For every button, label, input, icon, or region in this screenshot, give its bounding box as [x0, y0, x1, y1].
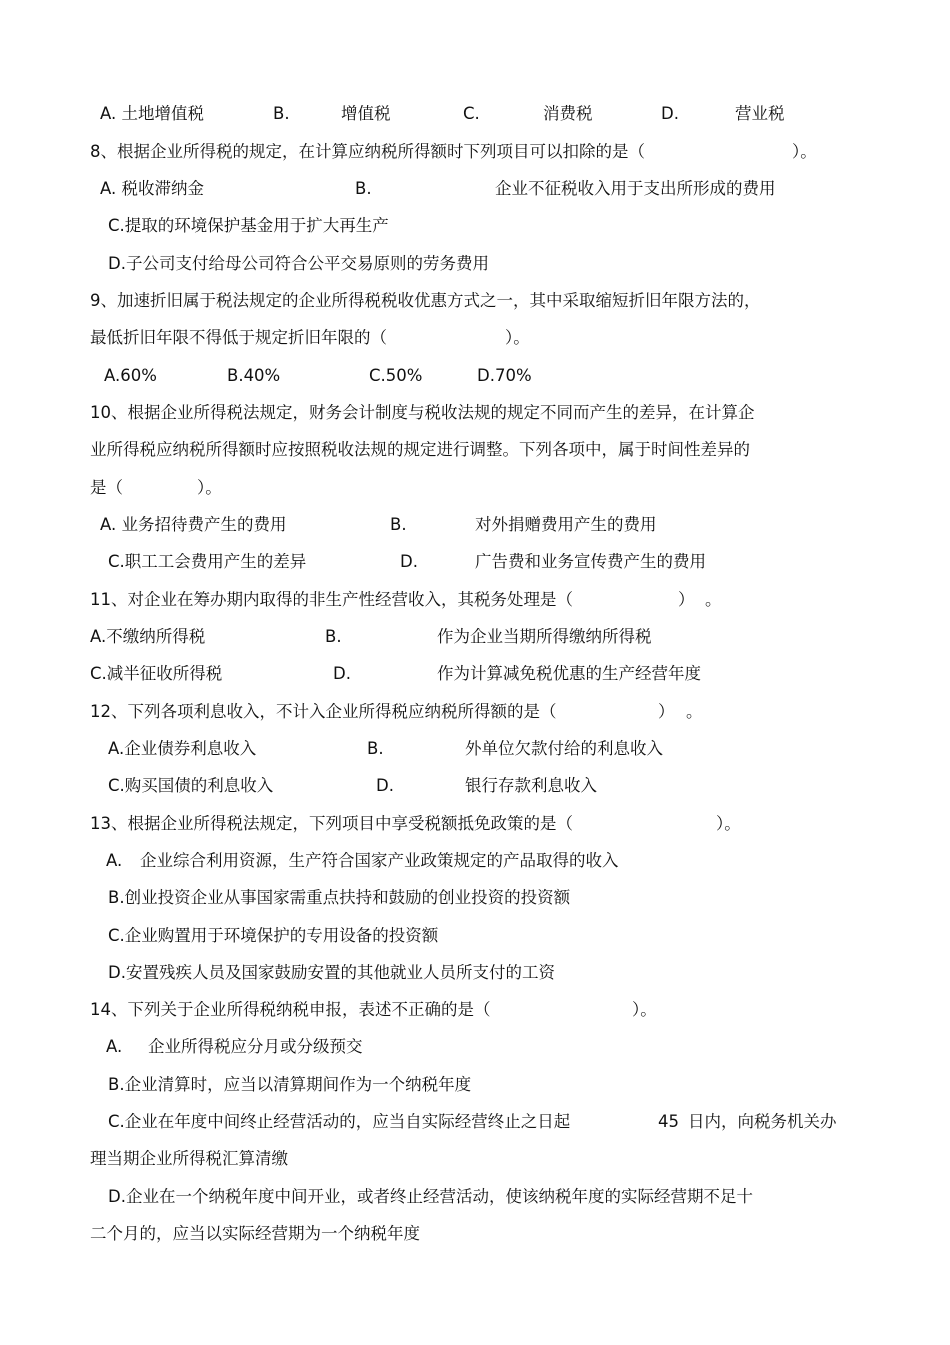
q8-option-a: A. 税收滞纳金: [100, 179, 204, 198]
q7-option-a: A. 土地增值税: [100, 104, 204, 123]
q14-option-c-line2: 理当期企业所得税汇算清缴: [90, 1149, 288, 1168]
q10-stem-line2: 业所得税应纳税所得额时应按照税收法规的规定进行调整。下列各项中，属于时间性差异的: [90, 440, 750, 459]
q10-option-d-text: 广告费和业务宣传费产生的费用: [475, 552, 706, 571]
q14-option-a-label: A.: [106, 1037, 123, 1056]
q9-option-a: A.60%: [104, 366, 157, 385]
q12-period: 。: [686, 702, 703, 721]
q10-option-a: A. 业务招待费产生的费用: [100, 515, 287, 534]
q7-option-c-text: 消费税: [543, 104, 593, 123]
q14-stem: 14、下列关于企业所得税纳税申报，表述不正确的是（: [90, 1000, 491, 1019]
q13-close: ）。: [716, 814, 741, 833]
q11-close: ）: [678, 590, 695, 609]
q12-option-c: C.购买国债的利息收入: [108, 776, 274, 795]
q10-close: ）。: [197, 478, 222, 497]
q7-option-d-text: 营业税: [735, 104, 785, 123]
q11-option-b-text: 作为企业当期所得缴纳所得税: [437, 627, 652, 646]
q10-option-b-label: B.: [390, 515, 407, 534]
q9-option-d: D.70%: [477, 366, 532, 385]
q14-option-c-line1: C.企业在年度中间终止经营活动的，应当自实际经营终止之日起: [108, 1112, 571, 1131]
q13-option-c: C.企业购置用于环境保护的专用设备的投资额: [108, 926, 439, 945]
q11-stem: 11、对企业在筹办期内取得的非生产性经营收入，其税务处理是（: [90, 590, 573, 609]
q8-stem: 8、根据企业所得税的规定，在计算应纳税所得额时下列项目可以扣除的是（: [90, 142, 645, 161]
q11-option-b-label: B.: [325, 627, 342, 646]
q12-stem: 12、下列各项利息收入，不计入企业所得税应纳税所得额的是（: [90, 702, 557, 721]
q12-close: ）: [658, 702, 675, 721]
q10-option-d-label: D.: [400, 552, 418, 571]
q11-option-d-label: D.: [333, 664, 351, 683]
q9-stem-line2: 最低折旧年限不得低于规定折旧年限的（: [90, 328, 387, 347]
q14-option-d-line1: D.企业在一个纳税年度中间开业，或者终止经营活动，使该纳税年度的实际经营期不足十: [108, 1187, 753, 1206]
q7-option-b-label: B.: [273, 104, 290, 123]
q14-option-c-number: 45: [658, 1112, 679, 1131]
q8-close: ）。: [792, 142, 817, 161]
q13-option-a-label: A.: [106, 851, 123, 870]
q8-option-d: D.子公司支付给母公司符合公平交易原则的劳务费用: [108, 254, 489, 273]
q14-option-b: B.企业清算时，应当以清算期间作为一个纳税年度: [108, 1075, 472, 1094]
q10-stem-line3: 是（: [90, 478, 123, 497]
q7-option-c-label: C.: [463, 104, 480, 123]
q11-option-c: C.减半征收所得税: [90, 664, 223, 683]
q8-option-b-text: 企业不征税收入用于支出所形成的费用: [495, 179, 776, 198]
q7-option-d-label: D.: [661, 104, 679, 123]
q12-option-a: A.企业债券利息收入: [108, 739, 257, 758]
q11-option-d-text: 作为计算减免税优惠的生产经营年度: [437, 664, 701, 683]
q10-option-b-text: 对外捐赠费用产生的费用: [475, 515, 657, 534]
q9-close: ）。: [505, 328, 530, 347]
q10-option-c: C.职工工会费用产生的差异: [108, 552, 307, 571]
q8-option-c: C.提取的环境保护基金用于扩大再生产: [108, 216, 389, 235]
q12-option-d-text: 银行存款利息收入: [465, 776, 597, 795]
q13-option-a-text: 企业综合利用资源，生产符合国家产业政策规定的产品取得的收入: [140, 851, 619, 870]
q9-option-c: C.50%: [369, 366, 423, 385]
q11-option-a: A.不缴纳所得税: [90, 627, 206, 646]
q14-option-c-line1-end: 日内，向税务机关办: [688, 1112, 837, 1131]
q9-stem-line1: 9、加速折旧属于税法规定的企业所得税税收优惠方式之一，其中采取缩短折旧年限方法的，: [90, 291, 761, 310]
q13-option-d: D.安置残疾人员及国家鼓励安置的其他就业人员所支付的工资: [108, 963, 555, 982]
q8-option-b-label: B.: [355, 179, 372, 198]
q9-option-b: B.40%: [227, 366, 281, 385]
q14-close: ）。: [632, 1000, 657, 1019]
q12-option-b-label: B.: [367, 739, 384, 758]
q10-stem-line1: 10、根据企业所得税法规定，财务会计制度与税收法规的规定不同而产生的差异，在计算企: [90, 403, 755, 422]
q13-option-b: B.创业投资企业从事国家需重点扶持和鼓励的创业投资的投资额: [108, 888, 571, 907]
q12-option-b-text: 外单位欠款付给的利息收入: [465, 739, 663, 758]
q11-period: 。: [705, 590, 722, 609]
q12-option-d-label: D.: [376, 776, 394, 795]
q7-option-b-text: 增值税: [341, 104, 391, 123]
q14-option-a-text: 企业所得税应分月或分级预交: [148, 1037, 363, 1056]
q14-option-d-line2: 二个月的，应当以实际经营期为一个纳税年度: [90, 1224, 420, 1243]
q13-stem: 13、根据企业所得税法规定，下列项目中享受税额抵免政策的是（: [90, 814, 573, 833]
